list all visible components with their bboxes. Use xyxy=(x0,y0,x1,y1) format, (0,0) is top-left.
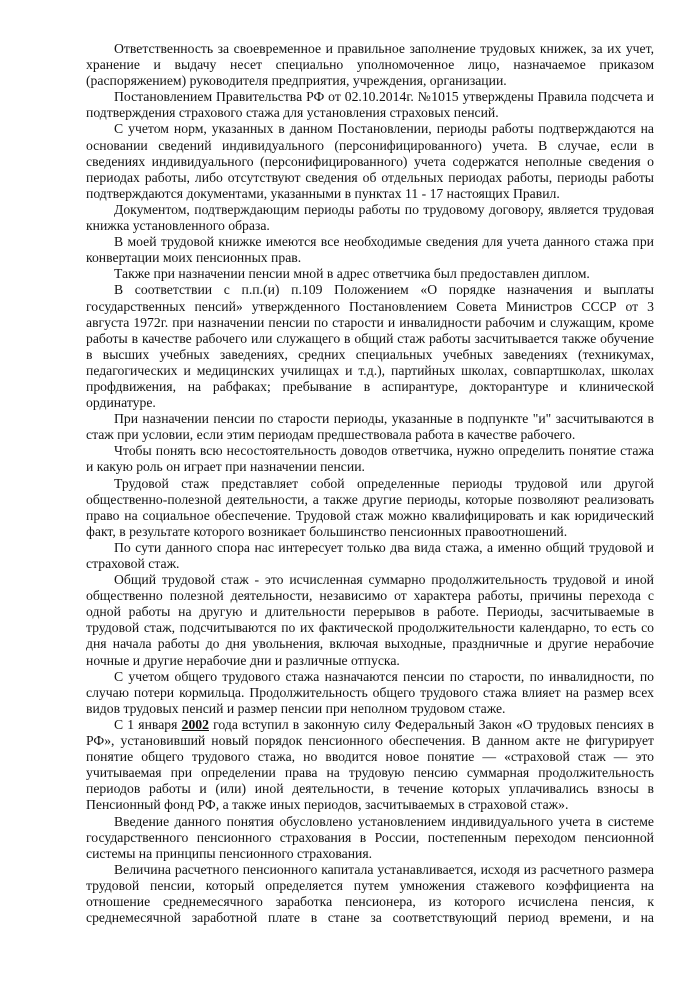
paragraph-government-decree: Постановлением Правительства РФ от 02.10.2014г. №1015 утверждены Правила подсчета и подтверждения страхового стажа для установления страховых пенсий. xyxy=(86,89,654,121)
paragraph-regulation-109: В соответствии с п.п.(и) п.109 Положением «О порядке назначения и выплаты государственных пенсий» утвержденного Постановлением Совета Министров СССР от 3 августа 1972г. при назначении пенсии по старости и инвалидности рабочим и служащим, кроме работы в качестве рабочего или служащего в общий стаж работы засчитывается также обучение в высших учебных заведениях, средних специальных учебных заведениях (техникумах, педагогических и медицинских училищах и т.д.), партийных школах, совпартшколах, школах профдвижения, на рабфаках; пребывание в аспирантуре, докторантуре и клинической ординатуре. xyxy=(86,282,654,411)
paragraph-personified-accounting: С учетом норм, указанных в данном Постановлении, периоды работы подтверждаются на основании сведений индивидуального (персонифицированного) учета. В случае, если в сведениях индивидуального (персонифицированного) учета содержатся неполные сведения о периодах работы, либо отсутствуют сведения об отдельных периодах работы, периоды работы подтверждаются документами, указанными в пунктах 11 - 17 настоящих Правил. xyxy=(86,121,654,201)
paragraph-diploma: Также при назначении пенсии мной в адрес ответчика был предоставлен диплом. xyxy=(114,266,590,282)
paragraph-introduction-concept: Введение данного понятия обусловлено установлением индивидуального учета в системе государственного пенсионного страхования в России, постепенным переходом пенсионной системы на принципы пенсионного страхования. xyxy=(86,813,654,861)
paragraph-subpoint-i: При назначении пенсии по старости периоды, указанные в подпункте "и" засчитываются в стаж при условии, если этим периодам предшествовала работа в качестве рабочего. xyxy=(86,411,654,443)
law-text-after: года вступил в законную силу Федеральный Закон «О трудовых пенсиях в РФ», установивший новый порядок пенсионного обеспечения. В данном акте не фигурирует понятие общего трудового стажа, но вводится новое понятие — «страховой стаж — это учитываемая при определении права на трудовую пенсию суммарная продолжительность периодов работы и (или) иной деятельности, в течение которых уплачивались взносы в Пенсионный фонд РФ, а также иных периодов, засчитываемых в страховой стаж». xyxy=(86,716,654,813)
paragraph-responsibility: Ответственность за своевременное и правильное заполнение трудовых книжек, за их учет, хранение и выдачу несет специально уполномоченное лицо, назначаемое приказом (распоряжением) руководителя предприятия, учреждения, организации. xyxy=(86,41,654,89)
paragraph-pension-capital: Величина расчетного пенсионного капитала устанавливается, исходя из расчетного размера трудовой пенсии, который определяется путем умножения стажевого коэффициента на отношение среднемесячного заработка пенсионера, из которого исчислена пенсия, к среднемесячной заработной плате в стане за соответствующий период времени, и на xyxy=(86,861,654,926)
paragraph-understand-stazh: Чтобы понять всю несостоятельность доводов ответчика, нужно определить понятие стажа и какую роль он играет при назначении пенсии. xyxy=(86,443,654,475)
law-year: 2002 xyxy=(181,716,209,732)
paragraph-two-types: По сути данного спора нас интересует только два вида стажа, а именно общий трудовой и страховой стаж. xyxy=(86,539,654,571)
paragraph-labor-stazh-definition: Трудовой стаж представляет собой определенные периоды трудовой или другой общественно-полезной деятельности, а также другие периоды, которые позволяют реализовать право на социальное обеспечение. Трудовой стаж можно квалифицировать и как юридический факт, в результате которого возникает большинство пенсионных правоотношений. xyxy=(86,475,654,539)
paragraph-labor-book: Документом, подтверждающим периоды работы по трудовому договору, является трудовая книжка установленного образа. xyxy=(86,201,654,234)
paragraph-general-stazh: Общий трудовой стаж - это исчисленная суммарно продолжительность трудовой и иной общественно полезной деятельности, независимо от характера работы, причины перехода с одной работы на другую и длительности перерывов в работе. Периоды, засчитываемые в трудовой стаж, подсчитываются по их фактической продолжительности календарно, то есть со дня начала работы до дня увольнения, включая выходные, праздничные и другие нерабочие ночные и другие нерабочие дни и различные отпуска. xyxy=(86,572,654,668)
law-text-before: С 1 января xyxy=(114,716,182,732)
paragraph-my-labor-book: В моей трудовой книжке имеются все необходимые сведения для учета данного стажа при конвертации моих пенсионных прав. xyxy=(86,234,654,266)
paragraph-pensions-by-stazh: С учетом общего трудового стажа назначаются пенсии по старости, по инвалидности, по случаю потери кормильца. Продолжительность общего трудового стажа влияет на размер всех видов трудовых пенсий и размер пенсии при неполном трудовом стаже. xyxy=(86,668,654,716)
paragraph-federal-law xyxy=(86,717,654,814)
